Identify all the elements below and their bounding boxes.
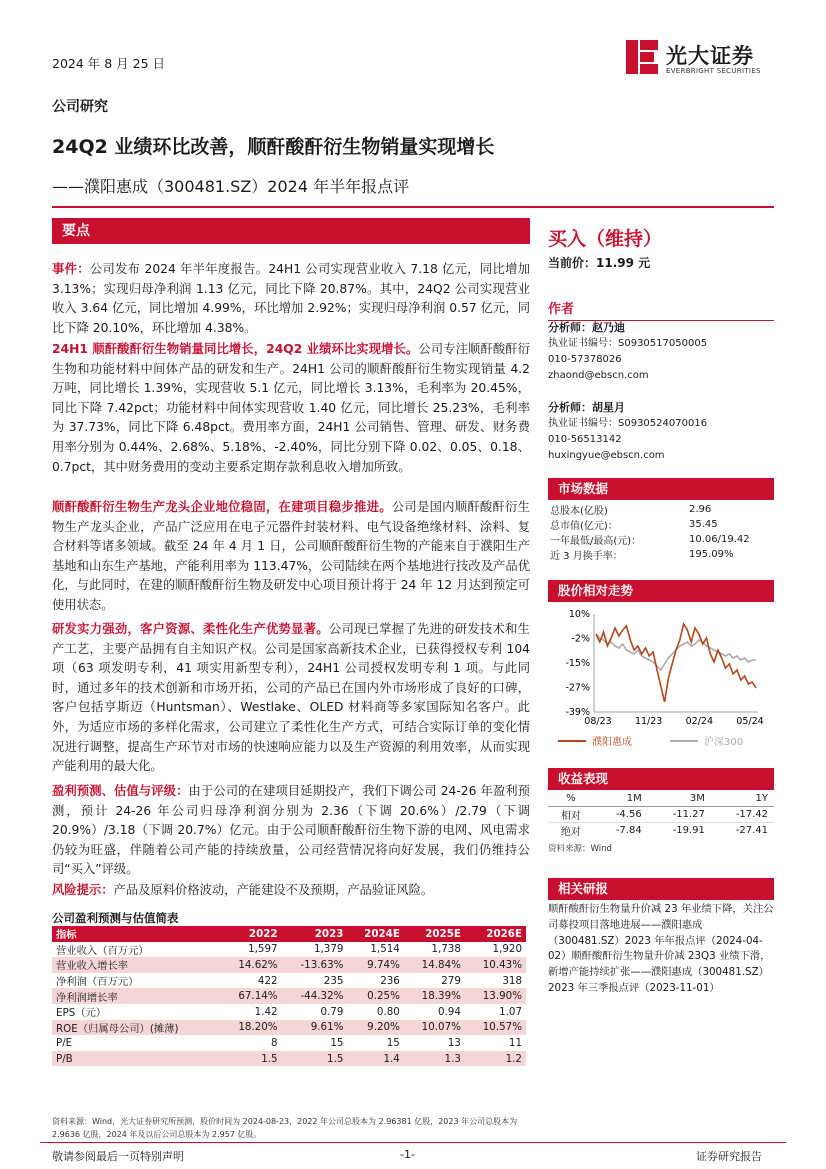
fin-cell: 0.25% xyxy=(347,988,403,1004)
fin-cell: 0.79 xyxy=(320,1005,344,1018)
fin-cell: 9.74% xyxy=(347,957,403,973)
fin-cell: 318 xyxy=(502,974,522,987)
perf-table xyxy=(548,792,774,838)
fin-cell: 279 xyxy=(441,974,461,987)
fin-cell: 10.43% xyxy=(465,957,526,973)
fin-cell: EPS（元） xyxy=(56,1007,107,1020)
fin-row xyxy=(52,988,526,1004)
fin-cell: -44.32% xyxy=(282,988,348,1004)
market-row xyxy=(548,502,774,517)
fin-cell: 10.07% xyxy=(404,1020,465,1036)
author-name: 分析师：赵乃迪 xyxy=(548,321,625,334)
fin-cell: 1,597 xyxy=(248,943,278,956)
fin-cell: 1,379 xyxy=(313,943,344,956)
fin-cell: 422 xyxy=(257,974,278,987)
fin-cell: 14.84% xyxy=(404,957,465,973)
fin-cell: 1,514 xyxy=(370,943,400,956)
key-points-header: 要点 xyxy=(52,218,530,244)
market-value: 35.45 xyxy=(688,519,718,530)
fin-cell: 净利润（百万元） xyxy=(56,976,139,989)
fin-cell: 1.07 xyxy=(499,1005,522,1018)
fin-header-cell: 2024E xyxy=(347,926,403,942)
fin-footnote: 资料来源：Wind，光大证券研究所预测，股价时间为 2024-08-23，2022 年公司总股本为 2.96381 亿股，2023 年公司总股本为 2.9636 亿股，2024 年及以后公司总股本为 2.957 亿股。 xyxy=(52,1117,518,1139)
stock-relative-chart xyxy=(548,604,774,752)
paragraph-forecast xyxy=(52,782,530,880)
legend-label: 沪深300 xyxy=(704,737,744,748)
paragraph-text: 公司是国内顺酐酸酐衍生物生产龙头企业，产品广泛应用在电子元器件封装材料、电气设备绝缘材料、涂料、复合材料等诸多领域。截至 24 年 4 月 1 日，公司顺酐酸酐衍生物的产能来自于濮阳生产基地和山东生产基地，产能利用率为 113.47%，公司陆续在两个基地进行技改及产品优化，与此同时，在建的顺酐酸酐衍生物及研发中心项目预计将于 24 年 12 月达到预定可使用状态。 xyxy=(52,500,530,612)
market-row xyxy=(548,532,774,547)
series-line xyxy=(596,624,756,702)
paragraph-text: 公司现已掌握了先进的研发技术和生产工艺，主要产品拥有自主知识产权。公司是国家高新技术企业，已获得授权专利 104 项（63 项发明专利，41 项实用新型专利），24H1 公司授权发明专利 1 项。与此同时，通过多年的技术创新和市场开拓，公司的产品已在国内外市场形成了良好的口碑，客户包括亨斯迈（Huntsman）、Westlake、OLED 材料商等多家国际知名客户。此外，为适应市场的多样化需求，公司建立了柔性化生产方式，可结合实际订单的变化情况进行调整，提高生产环节对市场的快速响应能力以及生产资源的利用效率，从而实现产能利用的最大化。 xyxy=(52,622,530,774)
perf-cell: -19.91 xyxy=(672,824,705,836)
market-label: 一年最低/最高(元)： xyxy=(550,536,642,547)
fin-cell: -13.63% xyxy=(282,957,348,973)
perf-row xyxy=(548,822,774,838)
perf-row xyxy=(548,806,774,822)
market-row xyxy=(548,547,774,562)
author-email[interactable]: huxingyue@ebscn.com xyxy=(548,450,665,461)
fin-header-cell: 2023 xyxy=(282,926,348,942)
author-phone: 010-57378026 xyxy=(548,354,622,365)
fin-cell: 15 xyxy=(386,1036,400,1049)
fin-row xyxy=(52,1035,526,1051)
fin-cell: ROE（归属母公司）(摊薄) xyxy=(52,1020,221,1036)
current-price: 当前价：11.99 元 xyxy=(548,256,651,270)
paragraph-lead: 事件： xyxy=(52,262,90,276)
legend-label: 濮阳惠成 xyxy=(592,737,632,748)
author-cert: 执业证书编号：S0930524070016 xyxy=(548,418,708,429)
fin-cell: 235 xyxy=(323,974,344,987)
x-tick-label: 11/23 xyxy=(634,716,663,727)
author-cert: 执业证书编号：S0930517050005 xyxy=(548,338,708,349)
report-subtitle: ——濮阳惠成（300481.SZ）2024 年半年报点评 xyxy=(52,177,410,196)
fin-row xyxy=(52,1004,526,1020)
fin-cell: 9.61% xyxy=(282,1020,348,1036)
paragraph-text: 由于公司的在建项目延期投产，我们下调公司 24-26 年盈利预测，预计 24-26 年公司归母净利润分别为 2.36（下调 20.6%）/2.79（下调 20.9%）/3.18（下调 20.7%）亿元。由于公司顺酐酸酐衍生物下游的电网、风电需求仍较为旺盛，伴随着公司产能的持续放量，公司经营情况将向好发展，我们仍维持公司“买入”评级。 xyxy=(52,784,530,877)
report-category: 公司研究 xyxy=(52,99,108,115)
fin-cell: 1.42 xyxy=(254,1005,278,1018)
perf-cell: -7.84 xyxy=(615,824,642,836)
fin-header-cell: 2022 xyxy=(221,926,282,942)
perf-header-cell: 1M xyxy=(626,793,642,805)
fin-cell: 1.2 xyxy=(465,1051,526,1067)
paragraph-lead: 24H1 顺酐酸酐衍生物销量同比增长，24Q2 业绩环比实现增长。 xyxy=(52,342,419,356)
report-title: 24Q2 业绩环比改善，顺酐酸酐衍生物销量实现增长 xyxy=(52,136,495,158)
market-label: 总市值(亿元)： xyxy=(550,521,618,532)
author-phone: 010-56513142 xyxy=(548,434,622,445)
everbright-logo-icon xyxy=(624,38,660,76)
footer-divider xyxy=(40,1142,786,1143)
fin-cell: 1.3 xyxy=(404,1051,465,1067)
y-tick-label: 10% xyxy=(568,609,590,620)
fin-cell: 10.57% xyxy=(465,1020,526,1036)
fin-row xyxy=(52,973,526,989)
fin-cell: 18.39% xyxy=(404,988,465,1004)
authors-header: 作者 xyxy=(548,298,774,321)
x-tick-label: 02/24 xyxy=(685,716,714,727)
fin-cell: 18.20% xyxy=(221,1020,282,1036)
fin-row xyxy=(52,942,526,958)
fin-cell: 净利润增长率 xyxy=(52,988,221,1004)
paragraph-rnd xyxy=(52,620,530,777)
perf-source: 资料来源：Wind xyxy=(548,844,612,854)
title-divider xyxy=(52,206,774,208)
fin-table-title: 公司盈利预测与估值简表 xyxy=(52,911,179,925)
stock-chart-header: 股价相对走势 xyxy=(548,580,774,602)
paragraph-text: 公司专注顺酐酸酐衍生物和功能材料中间体产品的研发和生产。24H1 公司的顺酐酸酐衍生物实现销量 4.2 万吨，同比增长 1.39%，实现营收 5.1 亿元，同比增长 3.13%，毛利率为 20.45%，同比下降 7.42pct；功能材料中间体实现营收 1.40 亿元，同比增长 25.23%，毛利率为 37.73%，同比下降 6.48pct。费用率方面，24H1 公司销售、管理、研发、财务费用率分别为 0.44%、2.68%、5.18%、-2.40%，同比分别下降 0.02、0.05、0.18、0.7pct，其中财务费用的变动主要系定期存款利息收入增加所致。 xyxy=(52,342,530,474)
y-tick-label: -27% xyxy=(565,682,590,694)
perf-cell: -27.41 xyxy=(735,824,768,836)
fin-header-cell: 2025E xyxy=(404,926,465,942)
y-tick-label: -39% xyxy=(565,707,590,718)
fin-cell: 13.90% xyxy=(465,988,526,1004)
fin-cell: 1.5 xyxy=(282,1051,348,1067)
market-label: 近 3 月换手率： xyxy=(550,551,623,562)
fin-cell: 1,738 xyxy=(431,943,461,956)
fin-cell: P/E xyxy=(56,1036,73,1049)
paragraph-lead: 风险提示： xyxy=(52,883,114,897)
fin-cell: P/B xyxy=(52,1051,221,1067)
fin-cell: 营业收入（百万元） xyxy=(56,944,149,957)
footer-disclaimer[interactable]: 敬请参阅最后一页特别声明 xyxy=(52,1150,184,1163)
fin-cell: 13 xyxy=(447,1036,461,1049)
market-value: 195.09% xyxy=(688,549,734,560)
fin-cell: 0.80 xyxy=(376,1005,400,1018)
fin-cell: 8 xyxy=(271,1036,278,1049)
logo-subtitle: EVERBRIGHT SECURITIES xyxy=(666,67,761,75)
paragraph-lead: 盈利预测、估值与评级： xyxy=(52,784,189,798)
market-value: 2.96 xyxy=(688,504,712,515)
fin-cell: 14.62% xyxy=(221,957,282,973)
paragraph-text: 公司发布 2024 年半年度报告。24H1 公司实现营业收入 7.18 亿元，同比增加 3.13%；实现归母净利润 1.13 亿元，同比下降 20.87%。其中，24Q2 公司实现营业收入 3.64 亿元，同比增加 4.99%，环比增加 2.92%；实现归母净利润 0.57 亿元，同比下降 20.10%，环比增加 4.38%。 xyxy=(52,262,530,335)
perf-cell: -4.56 xyxy=(615,808,642,820)
report-date: 2024 年 8 月 25 日 xyxy=(52,56,166,71)
perf-header: 收益表现 xyxy=(548,768,774,790)
x-tick-label: 08/23 xyxy=(584,716,612,727)
paragraph-leader xyxy=(52,498,530,616)
logo-text: 光大证券 xyxy=(666,44,754,68)
footer-report-type: 证券研究报告 xyxy=(696,1150,762,1163)
perf-cell: 相对 xyxy=(560,810,581,822)
fin-row xyxy=(52,1051,526,1067)
x-tick-label: 05/24 xyxy=(736,716,764,727)
fin-cell: 1,920 xyxy=(492,943,522,956)
author-2 xyxy=(548,400,707,464)
perf-header-cell: 1Y xyxy=(755,793,768,805)
paragraph-event xyxy=(52,260,530,338)
fin-cell: 9.20% xyxy=(347,1020,403,1036)
fin-cell: 1.4 xyxy=(347,1051,403,1067)
page-number: -1- xyxy=(400,1148,415,1161)
perf-cell: -11.27 xyxy=(672,808,705,820)
market-value: 10.06/19.42 xyxy=(688,534,750,545)
market-data-header: 市场数据 xyxy=(548,478,774,500)
rating: 买入（维持） xyxy=(548,228,663,250)
market-row xyxy=(548,517,774,532)
fin-cell: 0.94 xyxy=(437,1005,461,1018)
fin-cell: 15 xyxy=(330,1036,344,1049)
fin-cell: 67.14% xyxy=(221,988,282,1004)
fin-row xyxy=(52,1020,526,1036)
paragraph-text: 产品及原料价格波动，产能建设不及预期，产品验证风险。 xyxy=(113,883,434,897)
fin-header-cell: 指标 xyxy=(52,926,221,942)
fin-cell: 11 xyxy=(508,1036,522,1049)
author-email[interactable]: zhaond@ebscn.com xyxy=(548,370,649,381)
y-tick-label: -2% xyxy=(571,633,590,645)
perf-header-cell: 3M xyxy=(689,793,705,805)
market-label: 总股本(亿股) xyxy=(550,506,608,517)
fin-header-cell: 2026E xyxy=(465,926,526,942)
fin-table xyxy=(52,926,526,1066)
fin-row xyxy=(52,957,526,973)
market-data-table xyxy=(548,502,774,562)
paragraph-sales xyxy=(52,340,530,477)
related-header: 相关研报 xyxy=(548,878,774,900)
perf-cell: -17.42 xyxy=(735,808,768,820)
y-tick-label: -15% xyxy=(565,658,590,669)
fin-cell: 1.5 xyxy=(221,1051,282,1067)
author-name: 分析师：胡星月 xyxy=(548,401,625,414)
related-reports[interactable]: 顺酐酸酐衍生物量升价减 23 年业绩下降，关注公司募投项目落地进展——濮阳惠成（300481.SZ）2023 年年报点评（2024-04-02）顺酐酸酐衍生物量升价减 23Q3 业绩下滑，新增产能持续扩张——濮阳惠成（300481.SZ）2023 年三季报点评（2023-11-01） xyxy=(548,903,774,994)
fin-cell: 236 xyxy=(380,974,400,987)
author-1 xyxy=(548,320,707,384)
perf-header-cell: % xyxy=(566,793,576,805)
fin-cell: 营业收入增长率 xyxy=(52,957,221,973)
paragraph-lead: 顺酐酸酐衍生物生产龙头企业地位稳固，在建项目稳步推进。 xyxy=(52,500,392,514)
paragraph-lead: 研发实力强劲，客户资源、柔性化生产优势显著。 xyxy=(52,622,329,636)
perf-cell: 绝对 xyxy=(560,826,581,838)
paragraph-risk xyxy=(52,881,530,901)
